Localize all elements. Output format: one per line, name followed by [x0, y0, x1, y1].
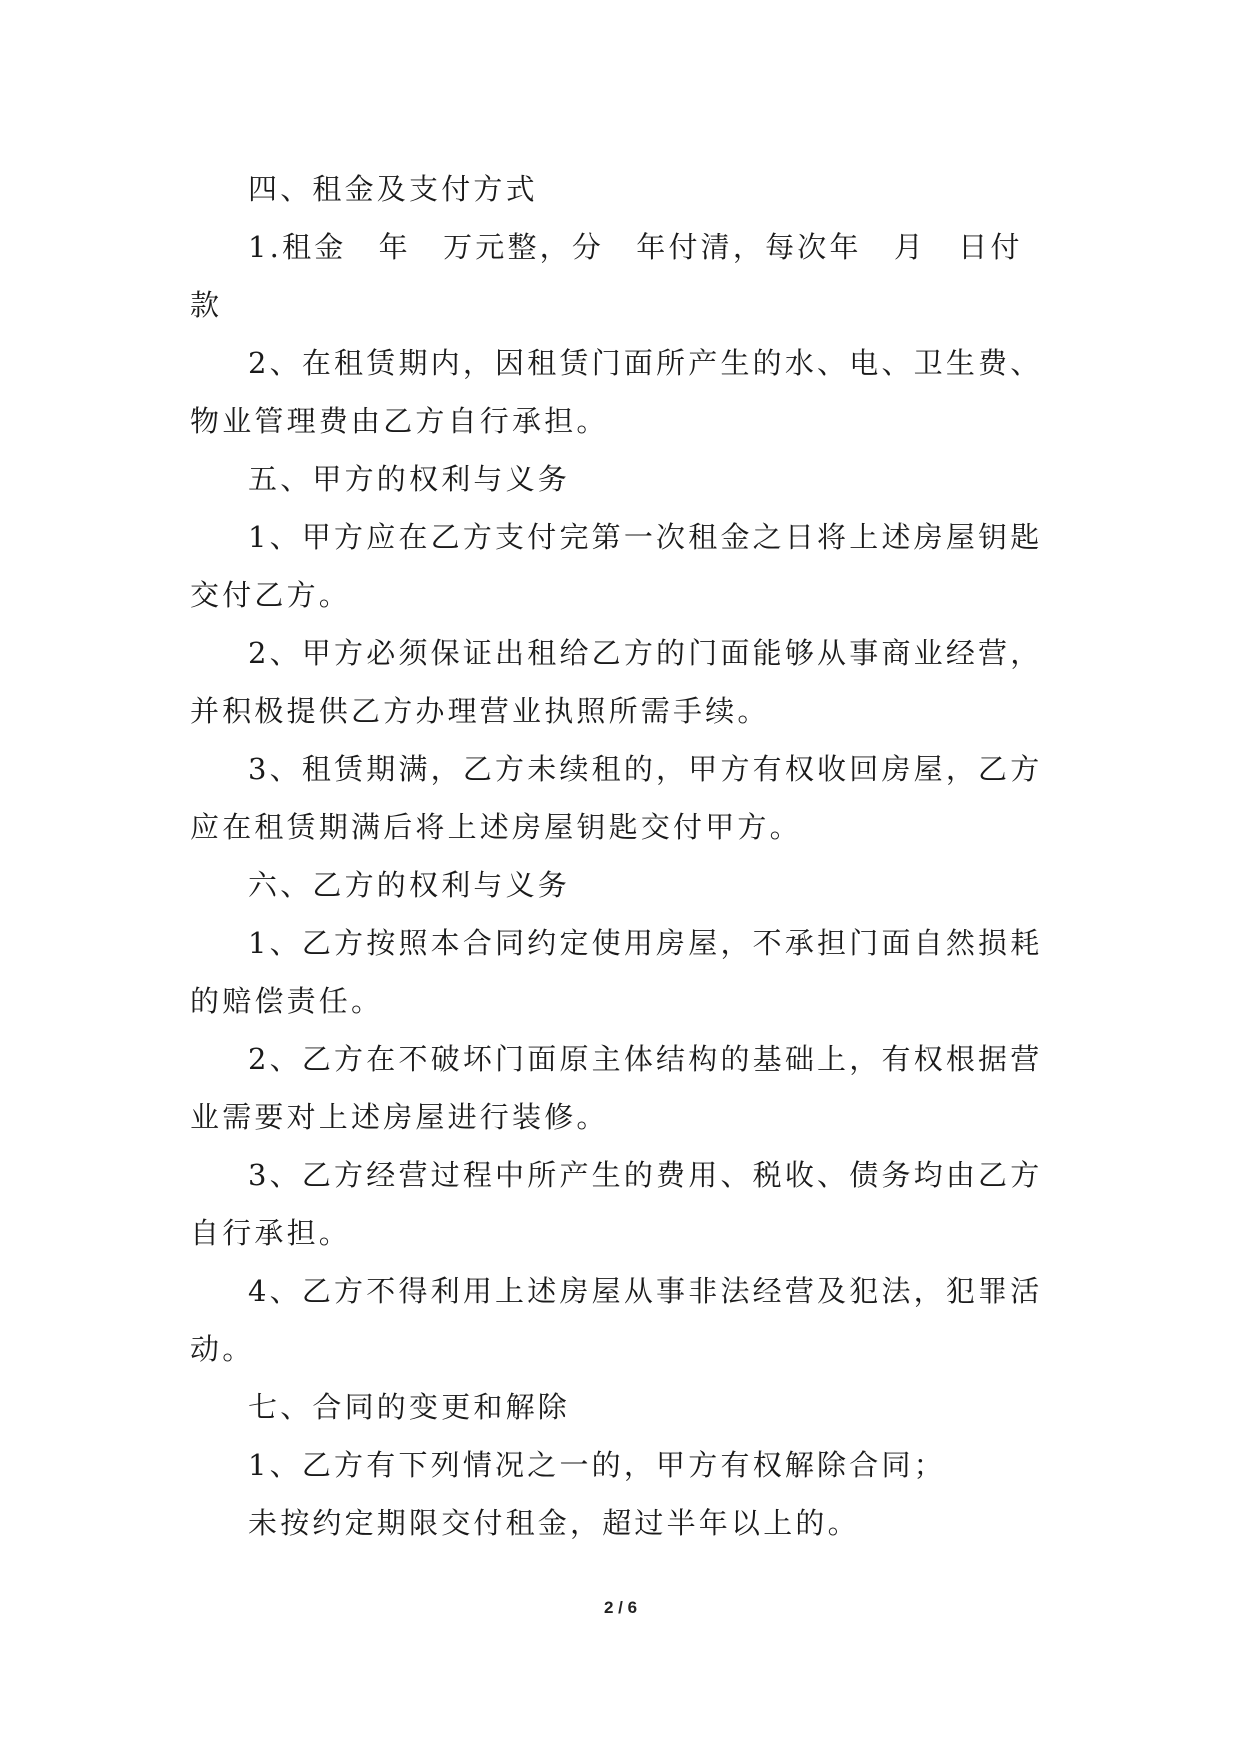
clause-rent-amount: 1.租金 年 万元整，分 年付清，每次年 月 日付款: [190, 230, 1023, 322]
section-heading-rent: 四、租金及支付方式: [248, 172, 538, 206]
clause-party-b-3: 3、乙方经营过程中所产生的费用、税收、债务均由乙方自行承担。: [190, 1158, 1043, 1250]
document-body: [190, 160, 1050, 1552]
clause-party-b-2: 2、乙方在不破坏门面原主体结构的基础上，有权根据营业需要对上述房屋进行装修。: [190, 1042, 1043, 1134]
clause-party-a-2: 2、甲方必须保证出租给乙方的门面能够从事商业经营，并积极提供乙方办理营业执照所需手续。: [190, 636, 1043, 728]
page-number: 2 / 6: [603, 1598, 638, 1617]
clause-utilities: 2、在租赁期内，因租赁门面所产生的水、电、卫生费、物业管理费由乙方自行承担。: [190, 346, 1043, 438]
clause-party-a-3: 3、租赁期满，乙方未续租的，甲方有权收回房屋，乙方应在租赁期满后将上述房屋钥匙交付甲方。: [190, 752, 1043, 844]
clause-termination-1a: 未按约定期限交付租金，超过半年以上的。: [248, 1506, 860, 1540]
section-heading-party-a: 五、甲方的权利与义务: [248, 462, 571, 496]
section-heading-party-b: 六、乙方的权利与义务: [248, 868, 571, 902]
clause-party-b-1: 1、乙方按照本合同约定使用房屋，不承担门面自然损耗的赔偿责任。: [190, 926, 1043, 1018]
clause-party-a-1: 1、甲方应在乙方支付完第一次租金之日将上述房屋钥匙交付乙方。: [190, 520, 1043, 612]
clause-termination-1: 1、乙方有下列情况之一的，甲方有权解除合同；: [248, 1448, 946, 1482]
clause-party-b-4: 4、乙方不得利用上述房屋从事非法经营及犯法，犯罪活动。: [190, 1274, 1043, 1366]
section-heading-termination: 七、合同的变更和解除: [248, 1390, 571, 1424]
